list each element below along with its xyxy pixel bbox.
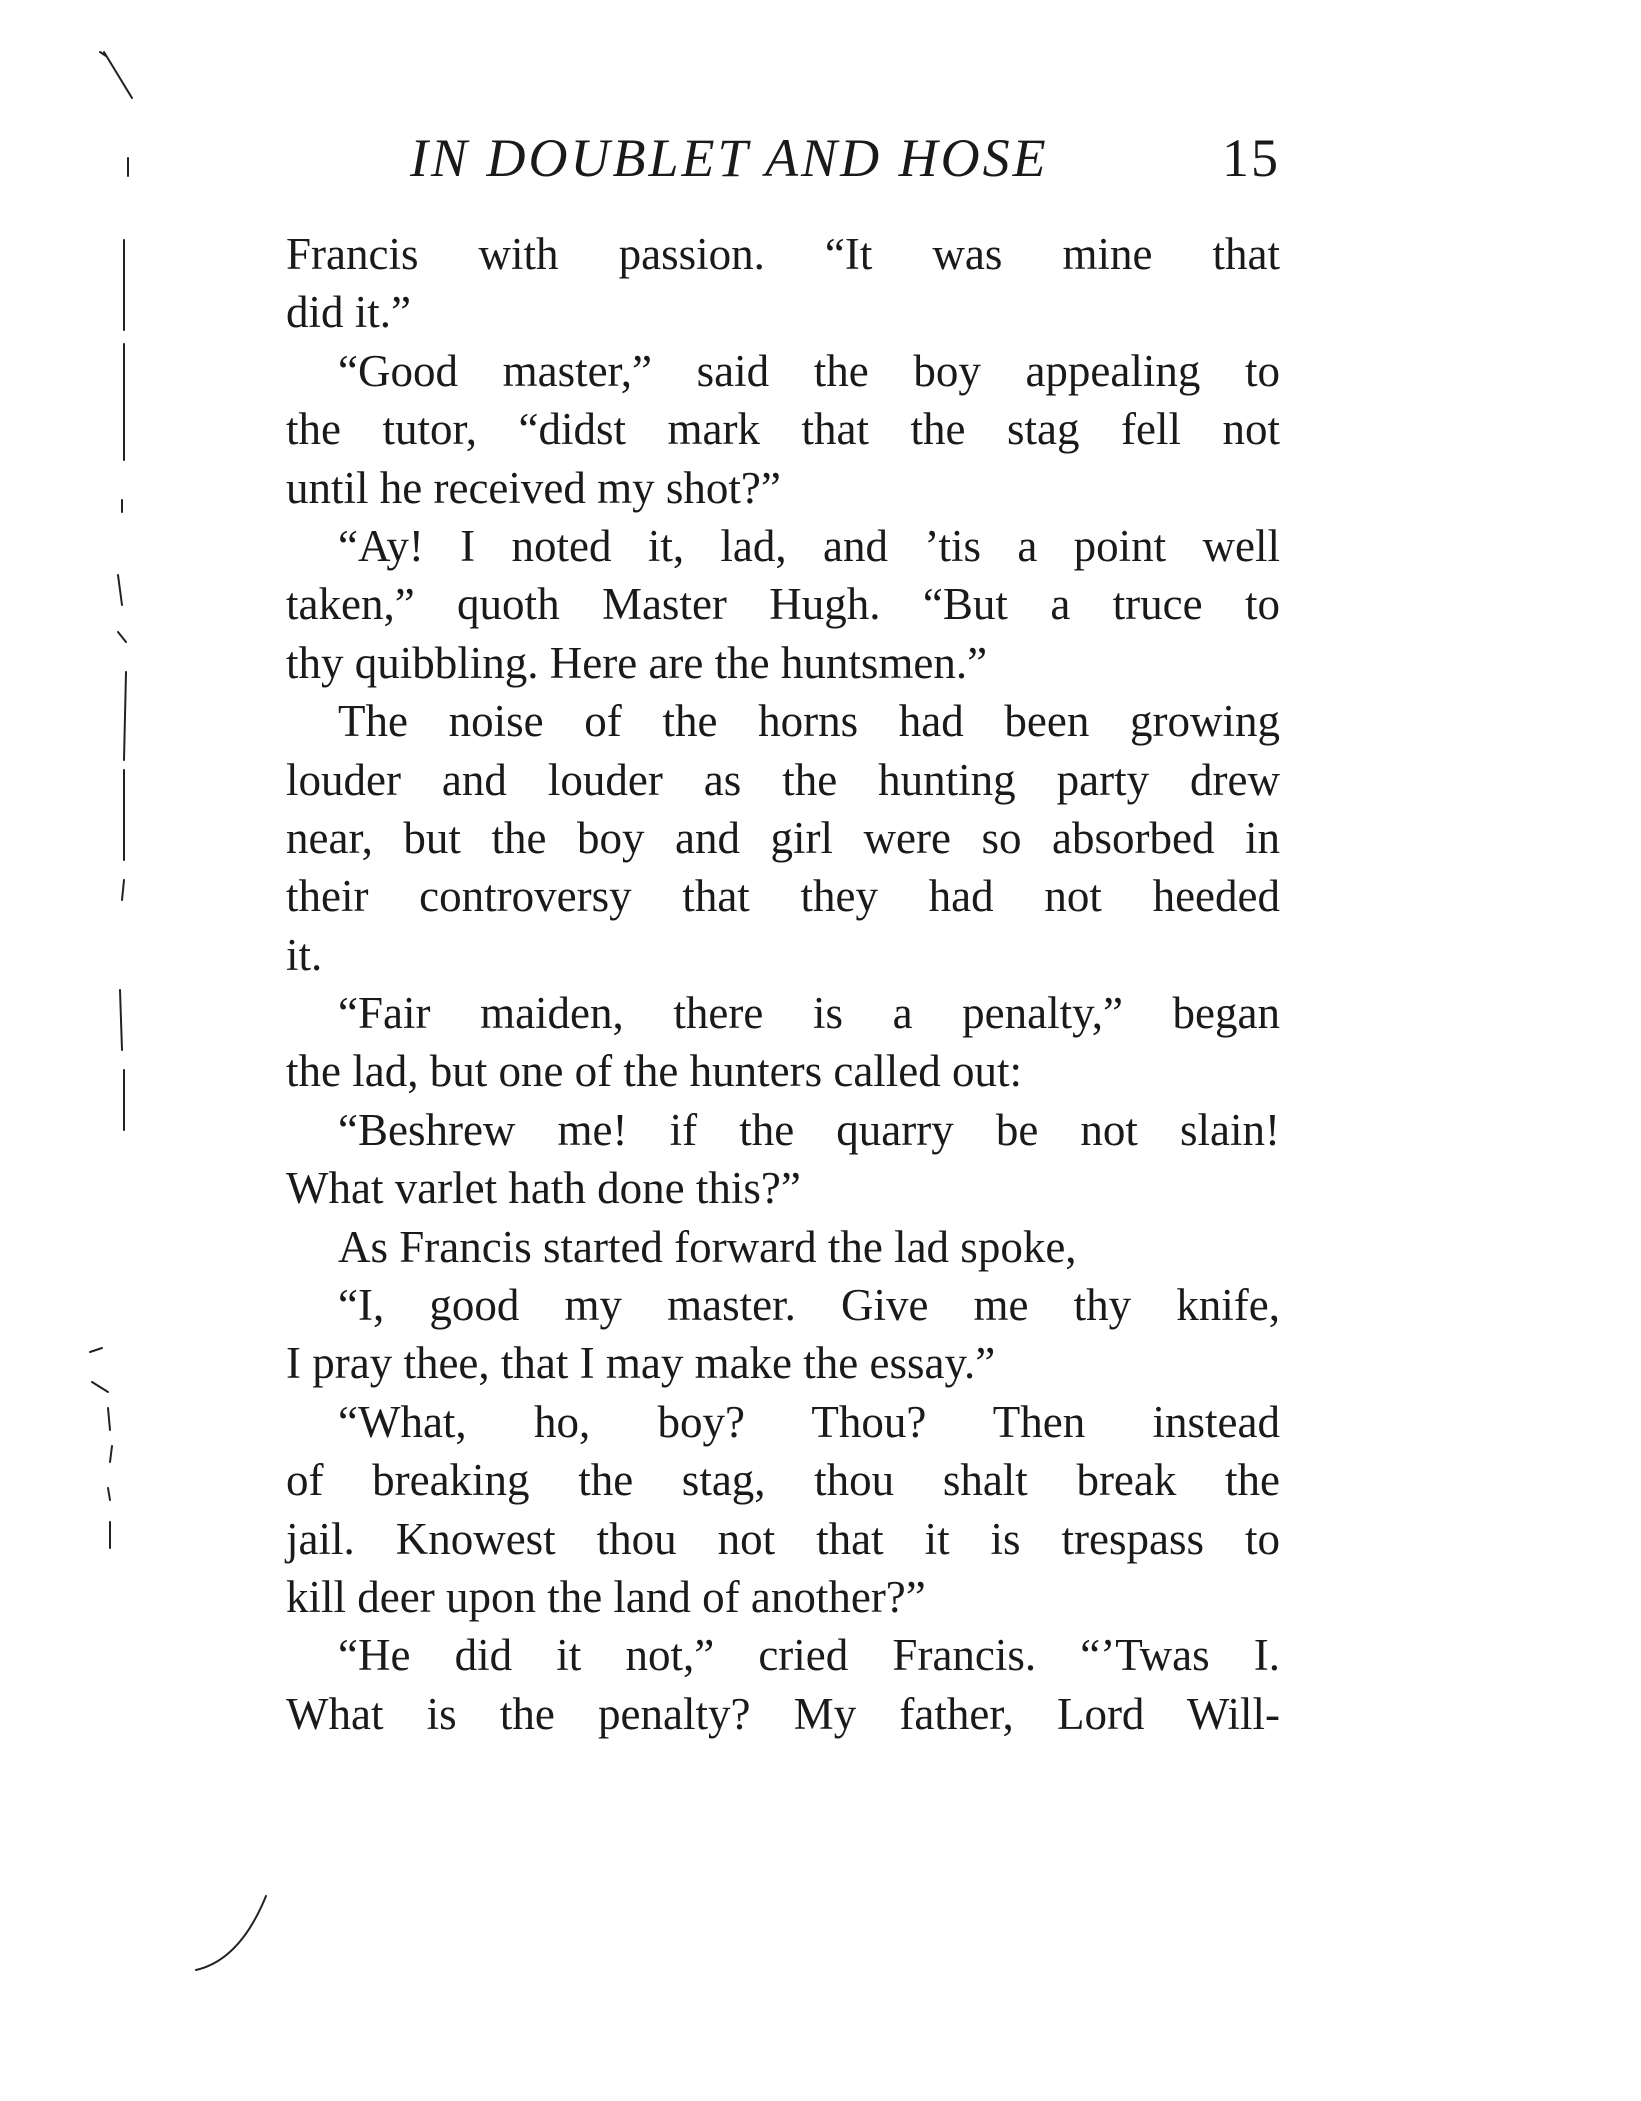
text-line: did it.” (286, 287, 411, 338)
text-line: jail. Knowest thou not that it is trespass to (286, 1513, 1280, 1564)
text-line: “Ay! I noted it, lad, and ’tis a point well (338, 520, 1280, 571)
text-line: “Good master,” said the boy appealing to (338, 345, 1280, 396)
text-line: of breaking the stag, thou shalt break the (286, 1455, 1280, 1506)
text-line: What varlet hath done this?” (286, 1163, 801, 1214)
text-line: the lad, but one of the hunters called out: (286, 1046, 1023, 1097)
text-line: “Fair maiden, there is a penalty,” began (338, 988, 1280, 1039)
page-number: 15 (1222, 128, 1280, 188)
text-line: “I, good my master. Give me thy knife, (338, 1280, 1280, 1331)
text-line: As Francis started forward the lad spoke, (338, 1221, 1077, 1272)
text-line: the tutor, “didst mark that the stag fell not (286, 404, 1280, 455)
running-title: IN DOUBLET AND HOSE (410, 128, 1049, 188)
text-line: taken,” quoth Master Hugh. “But a truce to (286, 579, 1280, 630)
text-line: “What, ho, boy? Thou? Then instead (338, 1396, 1280, 1447)
body-text (286, 225, 1280, 1743)
text-line: What is the penalty? My father, Lord Will- (286, 1688, 1280, 1739)
running-head (410, 128, 1280, 188)
text-line: Francis with passion. “It was mine that (286, 229, 1280, 279)
text-line: their controversy that they had not heeded (286, 871, 1280, 922)
text-line: near, but the boy and girl were so absorbed in (286, 812, 1280, 863)
text-line: “Beshrew me! if the quarry be not slain! (338, 1104, 1280, 1155)
text-line: The noise of the horns had been growing (338, 696, 1280, 747)
text-line: until he received my shot?” (286, 462, 781, 513)
text-line: “He did it not,” cried Francis. “’Twas I. (338, 1630, 1280, 1681)
text-line: kill deer upon the land of another?” (286, 1571, 926, 1622)
text-line: thy quibbling. Here are the huntsmen.” (286, 637, 988, 688)
text-line: it. (286, 929, 323, 980)
text-line: louder and louder as the hunting party drew (286, 754, 1280, 805)
text-line: I pray thee, that I may make the essay.” (286, 1338, 996, 1389)
